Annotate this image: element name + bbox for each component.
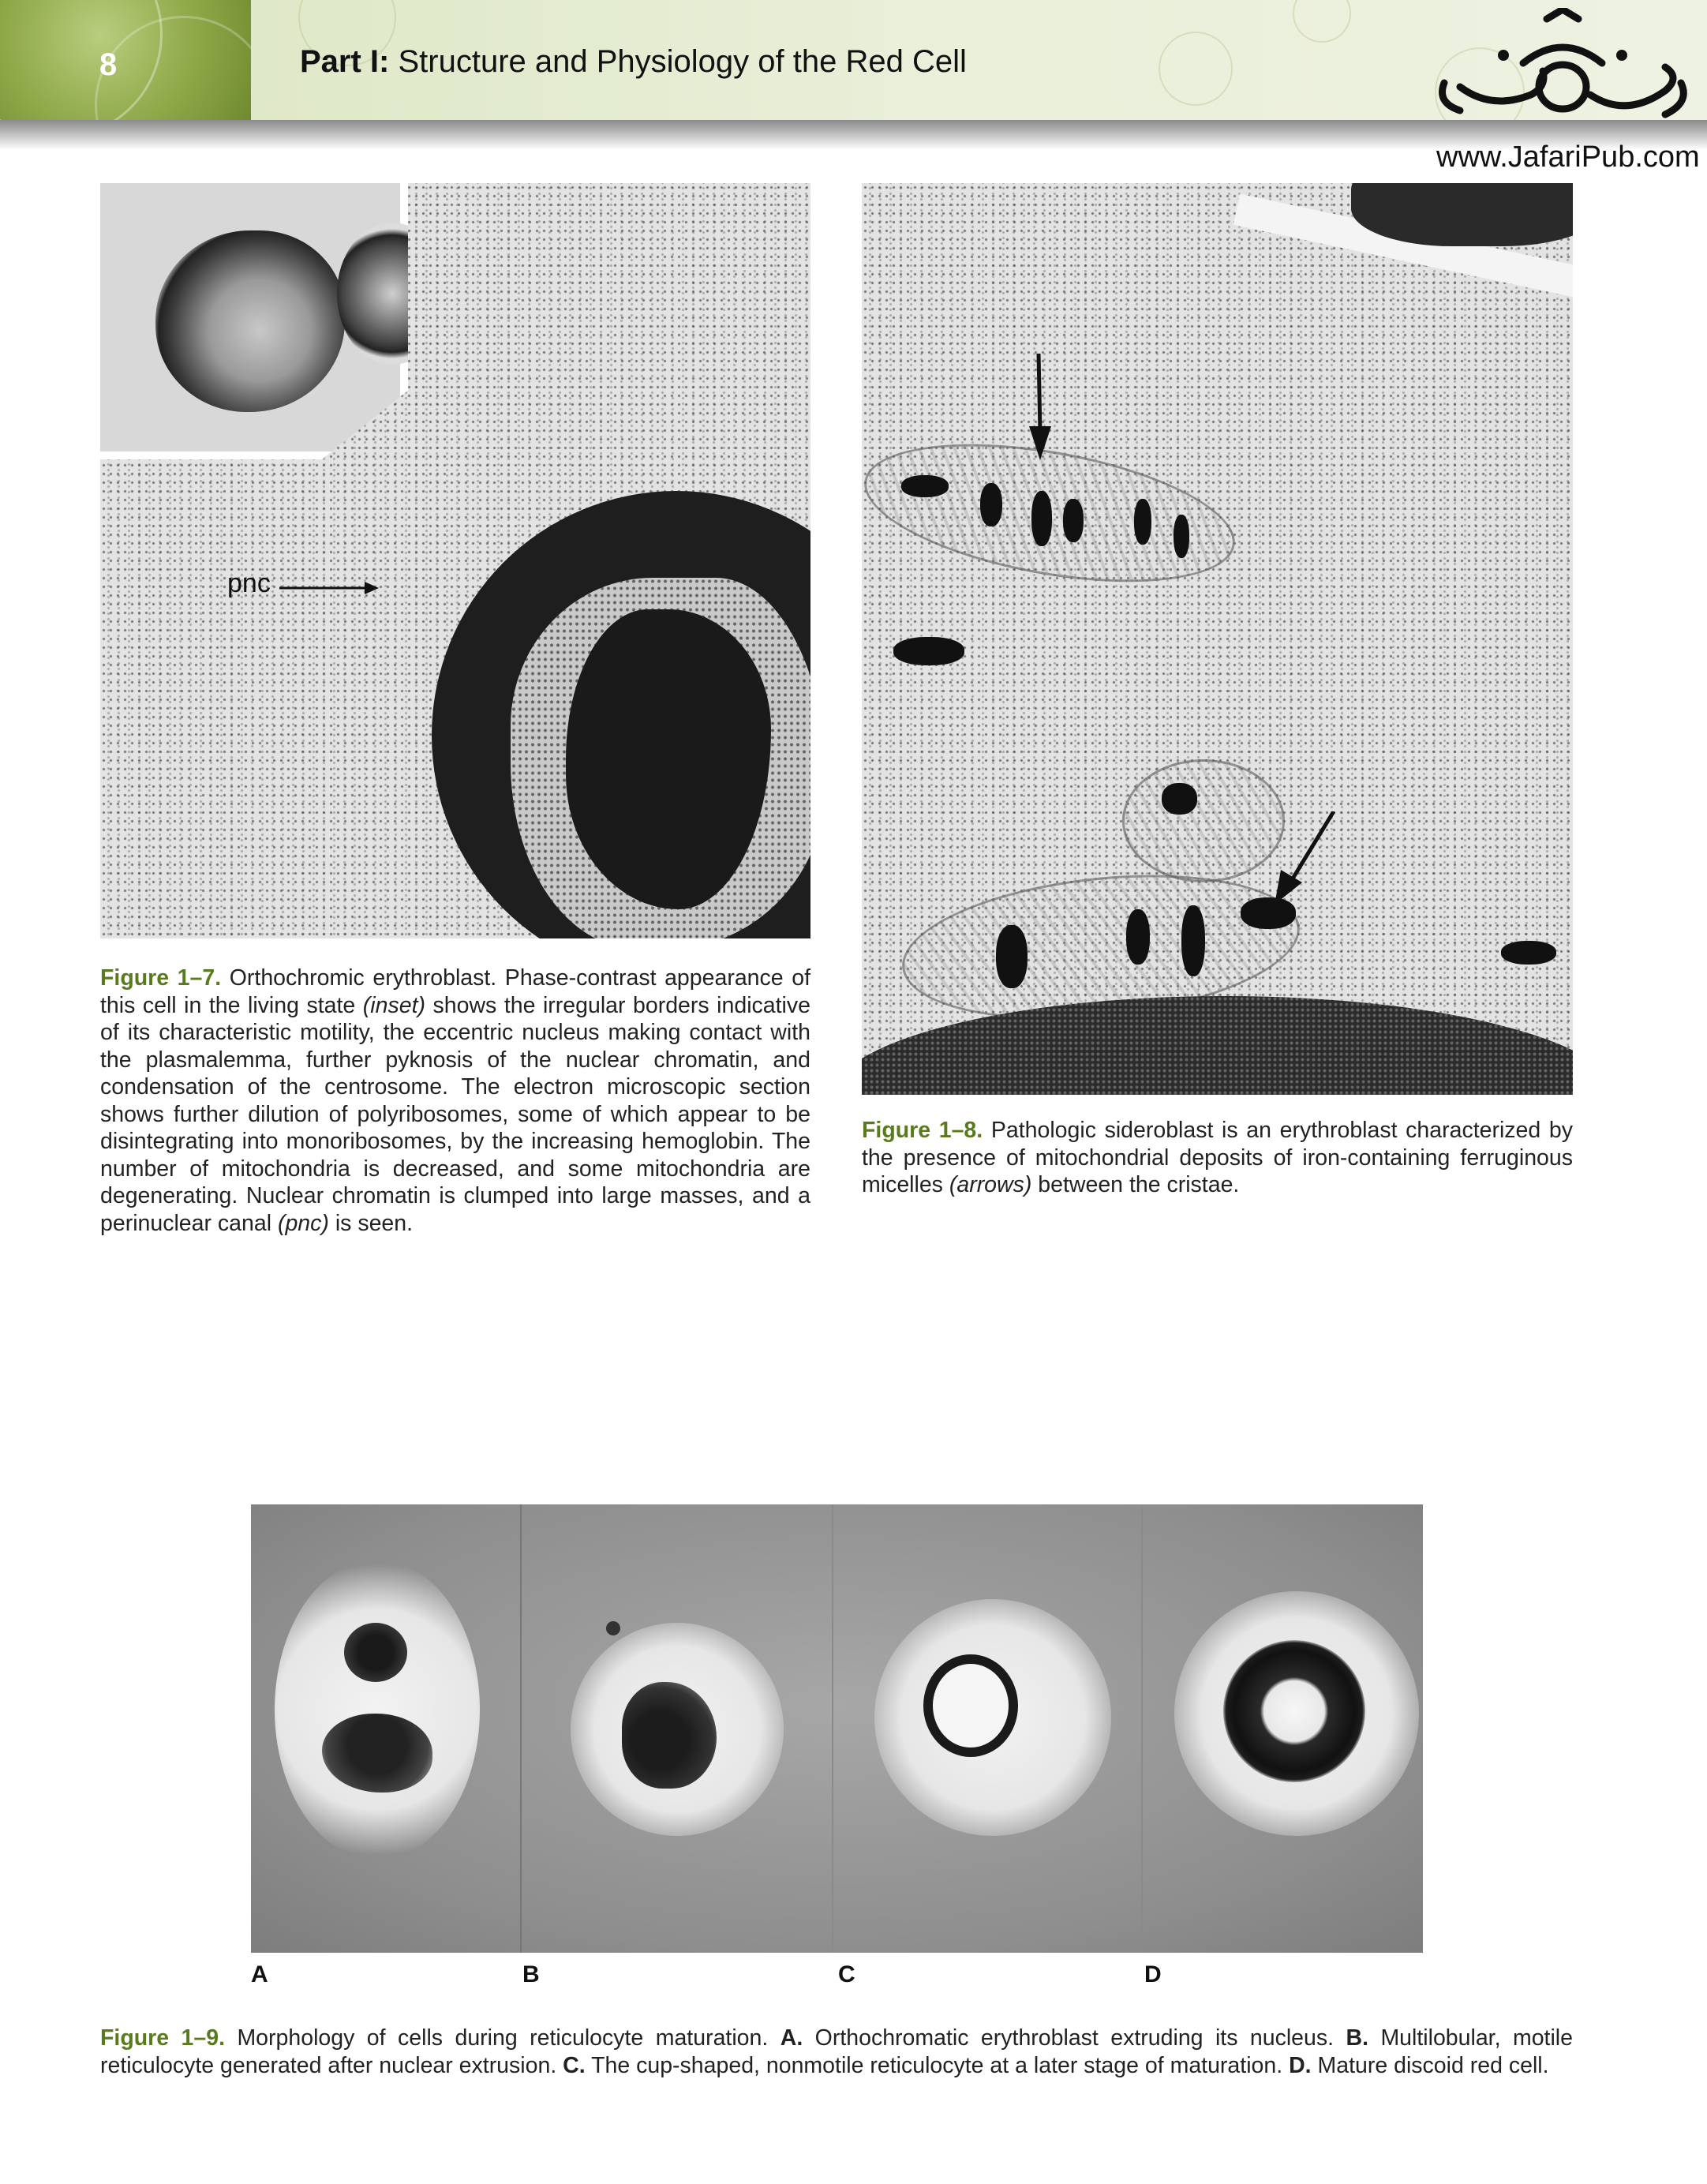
arrow-icon (1267, 811, 1338, 906)
iron-deposit (1126, 909, 1150, 965)
figure-label: Figure 1–7. (100, 965, 222, 991)
caption-text: Orthochromic erythroblast. Phase-contrast appearance of this cell in the living state (100, 965, 810, 1018)
panel-divider (832, 1504, 833, 1953)
label-pnc: pnc (227, 568, 271, 598)
panel-label-a: A (251, 1961, 268, 1987)
phase-contrast-inset (100, 183, 408, 459)
caption-bold: C. (563, 2052, 586, 2078)
caption-text: The cup-shaped, nonmotile reticulocyte at a later stage of maturation. (585, 2052, 1290, 2078)
caption-italic: (pnc) (277, 1210, 329, 1236)
panel-divider (520, 1504, 522, 1953)
reticulocyte-cup (923, 1654, 1018, 1757)
caption-text: Pathologic sideroblast is an erythroblast characterized by the presence of mitochondrial deposits of iron-containing ferruginous micelles (862, 1118, 1573, 1197)
header-page-box (0, 0, 251, 120)
panel-divider (1141, 1504, 1143, 1953)
panel-label-d: D (1144, 1961, 1162, 1987)
iron-deposit (901, 475, 949, 497)
part-title: Structure and Physiology of the Red Cell (398, 44, 967, 79)
figure-1-8-caption (862, 1117, 1573, 1199)
halo (275, 1560, 480, 1860)
panel-label-b: B (522, 1961, 540, 1987)
iron-deposit (893, 637, 964, 665)
caption-italic: (arrows) (949, 1172, 1032, 1197)
iron-deposit (1063, 499, 1084, 542)
panel-label-c: C (838, 1961, 855, 1987)
part-label: Part I: (300, 44, 390, 79)
figure-label: Figure 1–8. (862, 1118, 983, 1143)
running-head (300, 44, 967, 80)
erythroblast-nucleus (344, 1623, 407, 1682)
iron-deposit (996, 925, 1028, 988)
caption-text: shows the irregular borders indicative of its characteristic motility, the eccentric nucleus making contact with the plasmalemma, further pyknosis of the nuclear chromatin, and condensation of the centrosome. The electron microscopic section shows further dilution of polyribosomes, some of which appear to be disintegrating into monoribosomes, by the increasing hemoglobin. The number of mitochondria is decreased, and some mitochondria are degenerating. Nuclear chromatin is clumped into large masses, and a perinuclear canal (100, 992, 810, 1236)
publisher-logo (1428, 8, 1697, 134)
figure-1-8-image (862, 183, 1573, 1095)
caption-text: Mature discoid red cell. (1311, 2052, 1549, 2078)
caption-text: Orthochromatic erythroblast extruding its nucleus. (803, 2025, 1346, 2051)
caption-text: between the cristae. (1031, 1172, 1240, 1197)
arrow-icon (278, 576, 380, 600)
inset-cell (155, 230, 345, 412)
mitochondrion (1122, 759, 1285, 882)
debris-dot (606, 1621, 620, 1635)
arrow-icon (1023, 354, 1054, 460)
iron-deposit (1174, 515, 1189, 558)
iron-deposit (1501, 941, 1556, 965)
iron-deposit (1134, 499, 1151, 545)
figure-1-7-image (100, 183, 810, 938)
caption-bold: A. (780, 2025, 803, 2051)
figure-1-9-caption (100, 2025, 1573, 2079)
caption-text: Multilobular, motile reticulocyte generated after nuclear extrusion. (100, 2025, 1573, 2078)
figure-1-9-image (251, 1504, 1423, 1953)
publisher-url[interactable]: www.JafariPub.com (1436, 140, 1700, 174)
iron-deposit (980, 483, 1002, 526)
caption-text: Morphology of cells during reticulocyte maturation. (225, 2025, 781, 2051)
caption-bold: B. (1346, 2025, 1368, 2051)
inset-cell-partial (337, 223, 447, 365)
page-number: 8 (99, 47, 118, 82)
mature-red-cell (1223, 1640, 1365, 1782)
iron-deposit (1181, 905, 1205, 976)
iron-deposit (1031, 491, 1052, 546)
iron-deposit (1162, 783, 1197, 815)
caption-text: is seen. (328, 1210, 414, 1236)
caption-italic: (inset) (362, 992, 425, 1018)
figure-label: Figure 1–9. (100, 2025, 225, 2051)
figure-1-7-caption (100, 965, 810, 1237)
reticulocyte-multilobular (622, 1682, 717, 1789)
caption-bold: D. (1289, 2052, 1312, 2078)
